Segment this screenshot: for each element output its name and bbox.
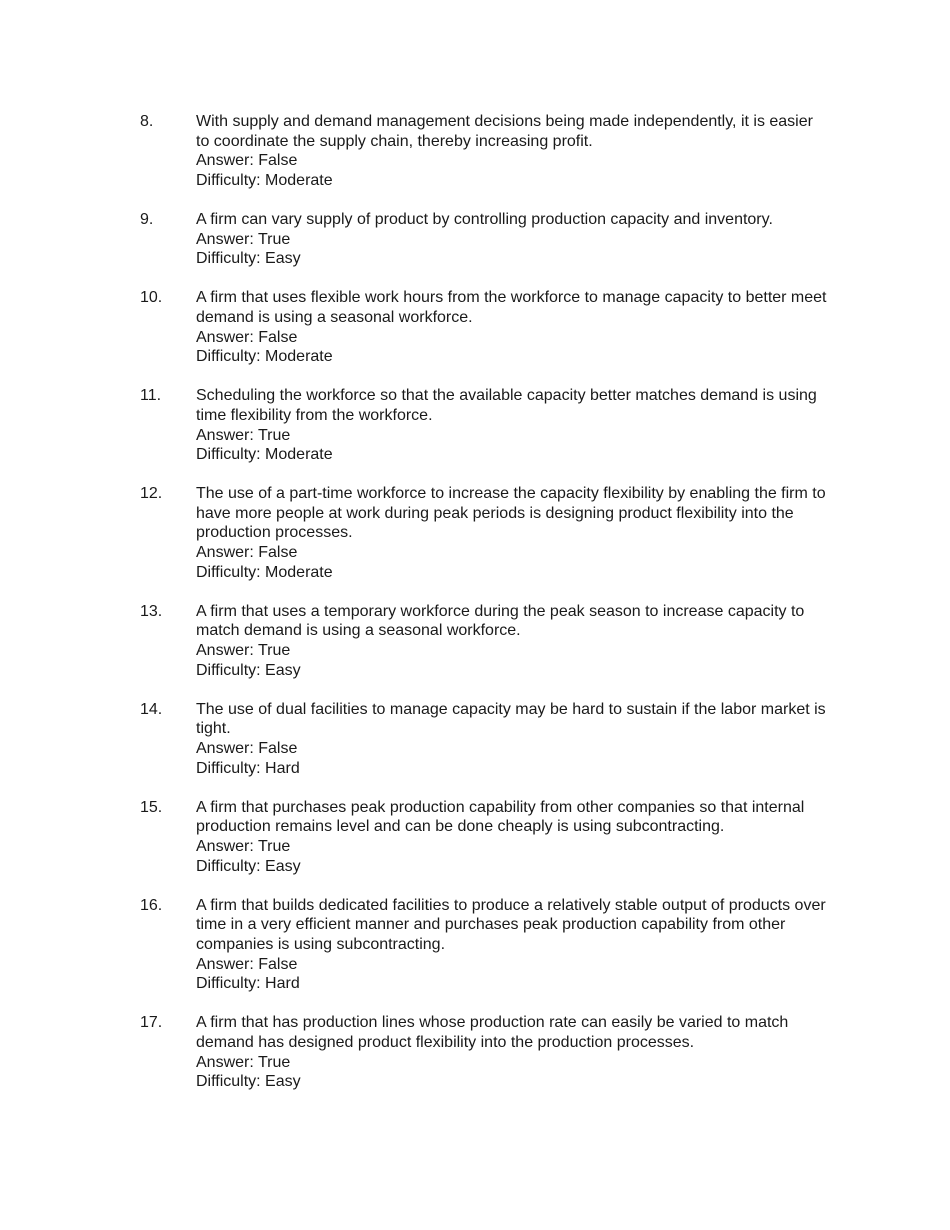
question-text: A firm that uses flexible work hours from the workforce to manage capacity to better meet demand is using a seasonal workforce. <box>196 289 827 326</box>
question-number: 8. <box>140 113 154 130</box>
question-number: 14. <box>140 700 163 718</box>
question-item <box>140 700 830 778</box>
question-list <box>140 112 830 1111</box>
question-difficulty: Difficulty: Easy <box>196 250 301 268</box>
question-number: 16. <box>140 896 163 914</box>
question-text: Scheduling the workforce so that the available capacity better matches demand is using time flexibility from the workforce. <box>196 387 817 424</box>
question-answer: Answer: True <box>196 642 291 660</box>
question-item <box>140 896 830 994</box>
question-answer: Answer: False <box>196 955 298 973</box>
question-difficulty: Difficulty: Hard <box>196 759 300 777</box>
question-item <box>140 484 830 582</box>
question-item <box>140 602 830 680</box>
question-answer: Answer: True <box>196 837 291 855</box>
question-body <box>196 386 830 464</box>
question-number: 15. <box>140 798 163 816</box>
question-answer: Answer: True <box>196 426 291 444</box>
question-answer: Answer: False <box>196 740 298 757</box>
question-difficulty: Difficulty: Easy <box>196 857 301 875</box>
question-difficulty: Difficulty: Easy <box>196 1073 301 1091</box>
question-number: 9. <box>140 210 154 228</box>
question-answer: Answer: False <box>196 328 298 346</box>
question-number: 10. <box>140 289 163 307</box>
question-answer: Answer: False <box>196 544 298 562</box>
question-item <box>140 798 830 876</box>
question-body <box>196 1013 830 1091</box>
question-item <box>140 386 830 464</box>
question-answer: Answer: True <box>196 1053 291 1071</box>
question-body <box>196 484 830 582</box>
question-difficulty: Difficulty: Moderate <box>196 446 333 464</box>
question-body <box>196 896 830 994</box>
question-difficulty: Difficulty: Moderate <box>196 171 333 189</box>
question-item <box>140 112 830 190</box>
question-answer: Answer: True <box>196 230 291 248</box>
question-text: The use of a part-time workforce to increase the capacity flexibility by enabling the firm to have more people at work during peak periods is designing product flexibility into the production processes. <box>196 485 826 542</box>
question-difficulty: Difficulty: Hard <box>196 975 300 993</box>
question-item <box>140 210 830 269</box>
question-number: 11. <box>140 387 162 405</box>
question-number: 17. <box>140 1014 163 1032</box>
question-text: With supply and demand management decisions being made independently, it is easier to coordinate the supply chain, thereby increasing profit. <box>196 113 813 150</box>
question-text: A firm that purchases peak production capability from other companies so that internal production remains level and can be done cheaply is using subcontracting. <box>196 798 805 836</box>
question-number: 12. <box>140 485 163 503</box>
question-text: The use of dual facilities to manage capacity may be hard to sustain if the labor market is tight. <box>196 700 826 738</box>
question-text: A firm that uses a temporary workforce during the peak season to increase capacity to match demand is using a seasonal workforce. <box>196 602 805 640</box>
question-item <box>140 1013 830 1091</box>
question-body <box>196 700 830 778</box>
question-number: 13. <box>140 602 163 620</box>
question-body <box>196 112 830 190</box>
question-body <box>196 288 830 366</box>
question-body <box>196 798 830 876</box>
question-text: A firm that has production lines whose production rate can easily be varied to match demand has designed product flexibility into the production processes. <box>196 1014 789 1051</box>
question-item <box>140 288 830 366</box>
question-text: A firm that builds dedicated facilities to produce a relatively stable output of products over time in a very efficient manner and purchases peak production capability from other companies is using subcontracting. <box>196 896 826 953</box>
question-answer: Answer: False <box>196 152 298 170</box>
question-difficulty: Difficulty: Moderate <box>196 563 333 581</box>
question-body <box>196 210 830 269</box>
question-difficulty: Difficulty: Moderate <box>196 348 333 366</box>
question-difficulty: Difficulty: Easy <box>196 661 301 679</box>
question-text: A firm can vary supply of product by controlling production capacity and inventory. <box>196 210 773 228</box>
question-body <box>196 602 830 680</box>
